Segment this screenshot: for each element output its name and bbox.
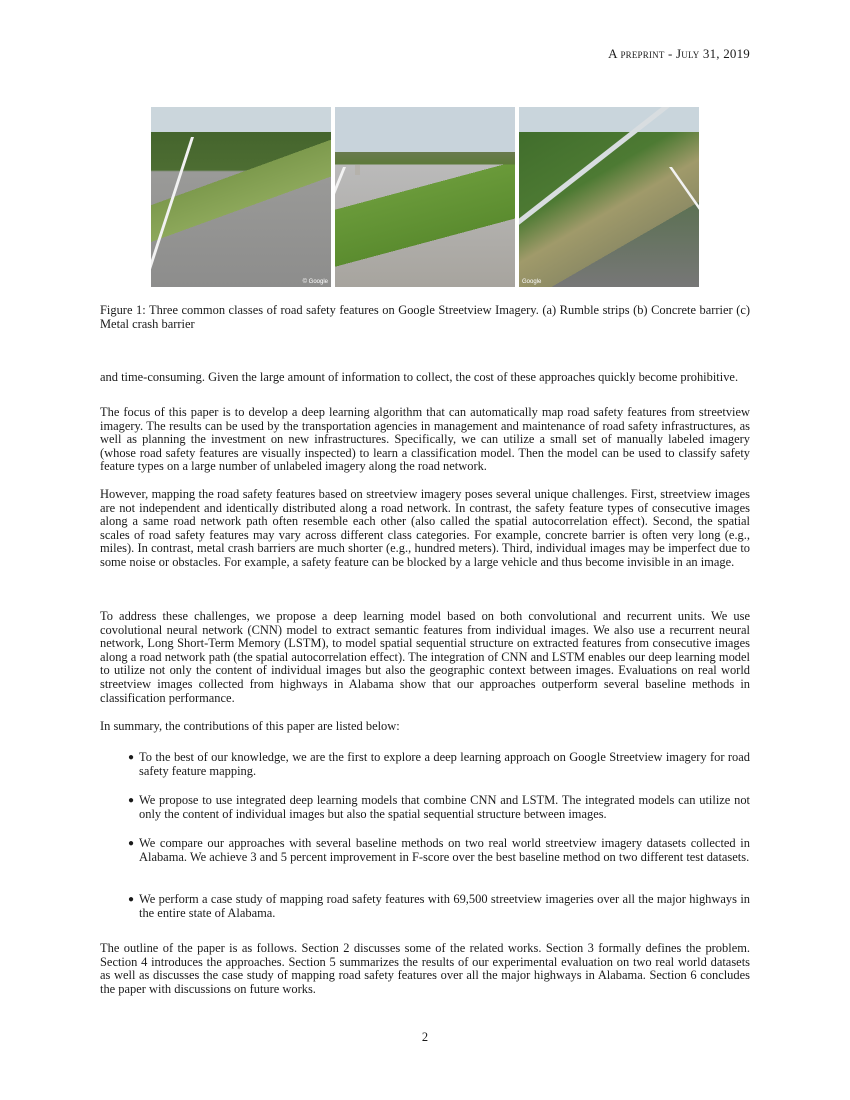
- paragraph: and time-consuming. Given the large amount of information to collect, the cost of these approaches quickly become prohibitive.: [100, 370, 739, 384]
- list-item: We perform a case study of mapping road safety features with 69,500 streetview imageries over all the major highways in the entire state of Alabama.: [139, 892, 750, 920]
- bullet-icon: ●: [128, 795, 135, 806]
- paragraph: To address these challenges, we propose a deep learning model based on both convolutional and recurrent units. We use covolutional neural network (CNN) model to extract semantic features from individual images. We also use a recurrent neural network, Long Short-Term Memory (LSTM), to model spatial sequential structure on extracted features from consecutive images along a road network path (the spatial autocorrelation effect). The integration of CNN and LSTM enables our deep learning model to utilize not only the content of individual images but also the geographic context between images. Evaluations on real world streetview images collected from highways in Alabama show that our approaches outperform several baseline methods in classification performance.: [100, 609, 750, 705]
- concrete-barrier-photo: [335, 107, 515, 287]
- paragraph: However, mapping the road safety features based on streetview imagery poses several unique challenges. First, streetview images are not independent and identically distributed along a road network. In contrast, the safety feature types of consecutive images along a same road network path often resemble each other (also called the spatial autocorrelation effect). Second, the spatial scales of road safety features may vary across different class categories. For example, concrete barrier is often very long (e.g., miles). In contrast, metal crash barriers are much shorter (e.g., hundred meters). Third, individual images may be imperfect due to some noise or obstacles. For example, a safety feature can be blocked by a large vehicle and thus become invisible in an image.: [100, 487, 750, 569]
- paragraph: The focus of this paper is to develop a deep learning algorithm that can automatically map road safety features from streetview imagery. The results can be used by the transportation agencies in management and maintenance of road safety infrastructures, as well as planning the investment on new infrastructures. Specifically, we can utilize a small set of manually labeled imagery (whose road safety features are visually inspected) to learn a classification model. Then the model can be used to classify safety feature types on a large number of unlabeled imagery along the road network.: [100, 405, 750, 474]
- list-item: We propose to use integrated deep learning models that combine CNN and LSTM. The integrated models can utilize not only the content of individual images but also the spatial sequential structure between images.: [139, 793, 750, 821]
- page-number: 2: [421, 1030, 429, 1044]
- bullet-icon: ●: [128, 838, 135, 849]
- list-item: To the best of our knowledge, we are the first to explore a deep learning approach on Google Streetview imagery for road safety feature mapping.: [139, 750, 750, 778]
- photo-watermark: Google: [522, 279, 542, 285]
- list-item: We compare our approaches with several baseline methods on two real world streetview imagery datasets collected in Alabama. We achieve 3 and 5 percent improvement in F-score over the best baseline method on two different test datasets.: [139, 836, 750, 864]
- bullet-icon: ●: [128, 894, 135, 905]
- paragraph: In summary, the contributions of this paper are listed below:: [100, 719, 400, 733]
- metal-crash-barrier-photo: [519, 107, 699, 287]
- photo-watermark: © Google: [302, 279, 328, 285]
- figure-caption: Figure 1: Three common classes of road safety features on Google Streetview Imagery. (a) Rumble strips (b) Concrete barrier (c) Metal crash barrier: [100, 303, 750, 331]
- running-head: A preprint - July 31, 2019: [608, 46, 750, 61]
- outline-paragraph: The outline of the paper is as follows. Section 2 discusses some of the related works. Section 3 formally defines the problem. Section 4 introduces the approaches. Section 5 summarizes the results of our experimental evaluation on two real world datasets as well as discusses the case study of mapping road safety features over all the major highways in Alabama. Section 6 concludes the paper with discussions on future works.: [100, 941, 750, 996]
- bullet-icon: ●: [128, 752, 135, 763]
- rumble-strips-photo: [151, 107, 331, 287]
